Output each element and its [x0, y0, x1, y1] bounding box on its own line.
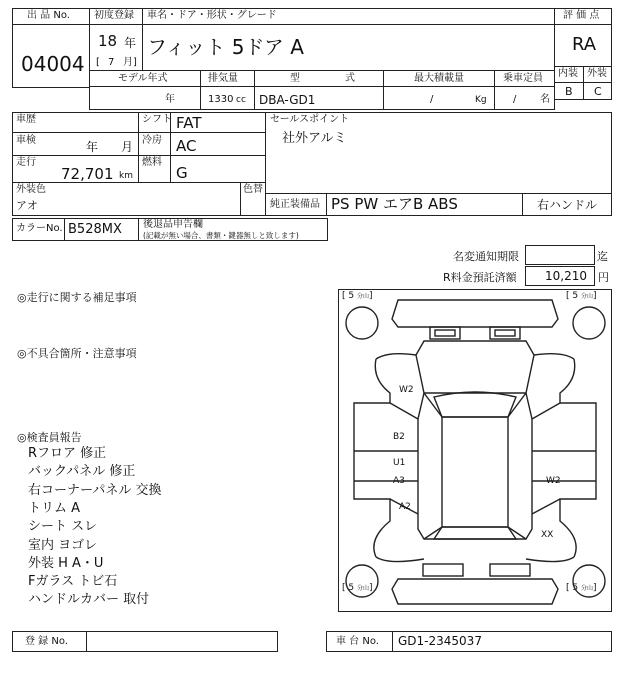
rear-window	[434, 527, 516, 539]
inspector-item: バックパネル 修正	[28, 464, 136, 479]
mileage-unit: km	[119, 171, 133, 181]
registration-label: 登 録 No.	[25, 636, 68, 647]
fuel-label: 燃料	[142, 157, 162, 168]
capacity-unit: 名	[540, 94, 550, 105]
recycle-label: R料金預託済額	[443, 271, 517, 284]
max-load-slash: /	[430, 94, 434, 105]
wheel-rear-right	[573, 565, 605, 597]
damage-mark: XX	[541, 530, 554, 540]
name-change-label: 名変通知期限	[453, 250, 519, 263]
inspector-item: シート スレ	[28, 519, 98, 534]
tire-rear-left-label: [ 5 分山]	[342, 583, 373, 593]
month-bracket: [	[96, 57, 100, 68]
inspector-item: Rフロア 修正	[28, 446, 107, 461]
model-year-unit: 年	[165, 94, 175, 105]
inspection-year-unit: 年	[86, 140, 99, 154]
inspector-item: トリム A	[28, 501, 81, 516]
tire-front-right-label: [ 5 分山]	[566, 291, 597, 301]
right-side-panel	[560, 359, 596, 557]
model-label-1: 型	[290, 73, 300, 84]
interior-label: 内装	[558, 68, 578, 79]
exterior-label: 外装	[587, 68, 607, 79]
recycle-value: 10,210	[545, 269, 587, 283]
rear-view	[392, 579, 558, 604]
month-unit: 月]	[123, 57, 137, 68]
windshield	[434, 392, 516, 417]
hood	[416, 341, 534, 393]
car-name-label: 車名・ドア・形状・グレード	[147, 10, 277, 21]
model-year-label: モデル年式	[118, 73, 168, 84]
capacity-label: 乗車定員	[503, 73, 543, 84]
driving-heading: ◎走行に関する補足事項	[17, 291, 137, 304]
inspector-heading: ◎検査員報告	[17, 431, 82, 444]
wheel-rear-left	[346, 565, 378, 597]
displacement-label: 排気量	[208, 73, 238, 84]
model-label-2: 式	[345, 73, 355, 84]
name-change-unit: 迄	[597, 250, 608, 263]
tire-rear-right-label: [ 5 分山]	[566, 583, 597, 593]
first-registration-month: 7	[108, 57, 115, 68]
year-unit: 年	[124, 36, 137, 50]
name-change-field	[525, 245, 595, 265]
model-code: DBA-GD1	[259, 93, 316, 107]
first-registration-year: 18	[98, 32, 118, 50]
shift-value: FAT	[176, 114, 202, 132]
color-no-value: B528MX	[68, 222, 122, 237]
equipment-value: PS PW エアB ABS	[331, 195, 458, 213]
inspector-item: ハンドルカバー 取付	[28, 592, 150, 607]
rear-plate-left	[423, 564, 463, 576]
inspector-item: 室内 ヨゴレ	[28, 538, 98, 553]
chassis-label: 車 台 No.	[336, 636, 379, 647]
left-side-panel	[354, 359, 390, 557]
exterior-color-box	[12, 182, 266, 216]
equipment-label: 純正装備品	[270, 199, 320, 210]
defects-heading: ◎不具合箇所・注意事項	[17, 347, 137, 360]
exterior-grade: C	[594, 85, 602, 98]
inspection-month-unit: 月	[121, 140, 134, 154]
roof	[442, 417, 508, 527]
damage-mark: A2	[399, 502, 411, 512]
mileage-label: 走行	[16, 157, 36, 168]
fuel-value: G	[176, 164, 188, 182]
lot-label: 出 品 No.	[27, 10, 70, 21]
sales-point-label: セールスポイント	[270, 114, 350, 125]
recolor-label: 色替	[243, 184, 263, 195]
mileage-value: 72,701	[61, 165, 114, 183]
body-outline	[418, 393, 532, 539]
exterior-color-value: アオ	[16, 199, 38, 212]
damage-mark: U1	[393, 458, 406, 468]
inspector-item: Fガラス トビ石	[28, 574, 118, 589]
aftermarket-label: 後退品申告欄	[143, 219, 203, 230]
aircon-label: 冷房	[142, 135, 162, 146]
max-load-label: 最大積載量	[414, 73, 464, 84]
tire-front-left-label: [ 5 分山]	[342, 291, 373, 301]
damage-mark: B2	[393, 432, 405, 442]
details-box	[12, 112, 266, 183]
inspector-item: 右コーナーパネル 交換	[28, 483, 162, 498]
first-registration-label: 初度登録	[94, 10, 134, 21]
shift-label: シフト	[142, 114, 172, 125]
max-load-unit: Kg	[475, 95, 487, 105]
inspector-item: 外装 H A・U	[28, 556, 104, 571]
rating-value: RA	[572, 34, 597, 55]
car-name: フィット 5ドア A	[147, 35, 304, 59]
recycle-unit: 円	[598, 271, 609, 284]
history-label: 車歴	[16, 114, 36, 125]
chassis-value: GD1-2345037	[398, 634, 482, 648]
interior-grade: B	[565, 85, 573, 98]
inspection-label: 車検	[16, 135, 36, 146]
capacity-slash: /	[513, 94, 517, 105]
rear-plate-right	[490, 564, 530, 576]
color-no-label: カラーNo.	[16, 223, 63, 234]
aircon-value: AC	[176, 137, 197, 155]
damage-mark: A3	[393, 476, 405, 486]
rating-label: 評 価 点	[563, 10, 600, 21]
front-view	[392, 300, 558, 327]
wheel-front-right	[573, 307, 605, 339]
exterior-color-label: 外装色	[16, 184, 46, 195]
sales-point-value: 社外アルミ	[282, 131, 347, 146]
aftermarket-note: (記載が無い場合、書類・鍵器無しと致します)	[143, 231, 299, 240]
wheel-front-left	[346, 307, 378, 339]
damage-mark: W2	[399, 385, 414, 395]
damage-mark: W2	[546, 476, 561, 486]
displacement-value: 1330	[208, 94, 234, 105]
displacement-unit: cc	[236, 95, 246, 105]
steering-value: 右ハンドル	[537, 198, 598, 212]
car-outline-diagram	[338, 289, 612, 612]
lot-number: 04004	[21, 52, 85, 76]
